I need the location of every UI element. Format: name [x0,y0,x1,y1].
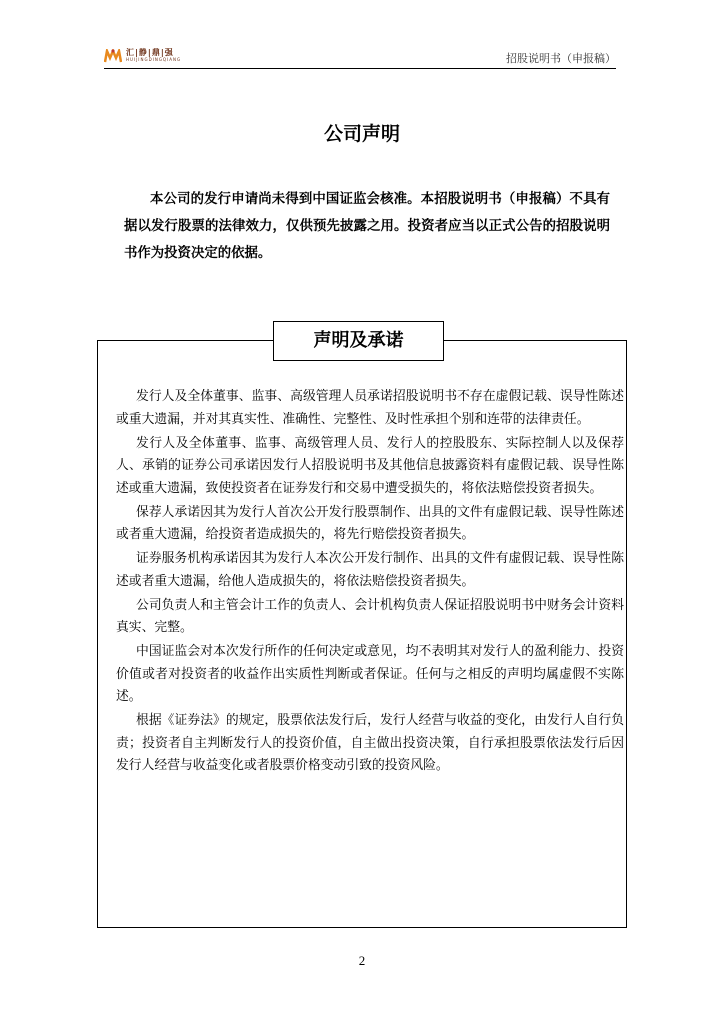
page-header [104,44,616,69]
company-logo [104,46,214,66]
declaration-content [116,386,624,779]
declaration-paragraph: 根据《证券法》的规定，股票依法发行后，发行人经营与收益的变化，由发行人自行负责；投资者自主判断发行人的投资价值，自主做出投资决策，自行承担股票依法发行后因发行人经营与收益变化或者股票价格变动引致的投资风险。 [116,713,624,773]
declaration-paragraph: 保荐人承诺因其为发行人首次公开发行股票制作、出具的文件有虚假记载、误导性陈述或者重大遗漏，给投资者造成损失的，将先行赔偿投资者损失。 [116,504,624,542]
page-number: 2 [358,953,366,968]
logo-subtext: HUIJINGDINGQIANG [126,57,182,62]
logo-mark-icon [104,49,122,63]
declaration-paragraph: 中国证监会对本次发行所作的任何决定或意见，均不表明其对发行人的盈利能力、投资价值或者对投资者的收益作出实质性判断或者保证。任何与之相反的声明均属虚假不实陈述。 [116,644,624,704]
declaration-paragraph: 发行人及全体董事、监事、高级管理人员、发行人的控股股东、实际控制人以及保荐人、承销的证券公司承诺因发行人招股说明书及其他信息披露资料有虚假记载、误导性陈述或重大遗漏，致使投资者在证券发行和交易中遭受损失的，将依法赔偿投资者损失。 [116,435,624,496]
document-title: 招股说明书（申报稿） [506,52,616,65]
declaration-box-title: 声明及承诺 [273,321,444,361]
statement-text: 本公司的发行申请尚未得到中国证监会核准。本招股说明书（申报稿）不具有据以发行股票的法律效力，仅供预先披露之用。投资者应当以正式公告的招股说明书作为投资决定的依据。 [124,192,610,261]
declaration-paragraph: 证券服务机构承诺因其为发行人本次公开发行制作、出具的文件有虚假记载、误导性陈述或者重大遗漏，给他人造成损失的，将依法赔偿投资者损失。 [116,551,624,589]
declaration-paragraph: 公司负责人和主管会计工作的负责人、会计机构负责人保证招股说明书中财务会计资料真实、完整。 [116,597,624,635]
company-statement [124,186,610,267]
logo-text: 汇|静|鼎|强 [126,48,174,57]
page-title: 公司声明 [323,123,400,145]
declaration-paragraph: 发行人及全体董事、监事、高级管理人员承诺招股说明书不存在虚假记载、误导性陈述或重大遗漏，并对其真实性、准确性、完整性、及时性承担个别和连带的法律责任。 [116,389,624,427]
